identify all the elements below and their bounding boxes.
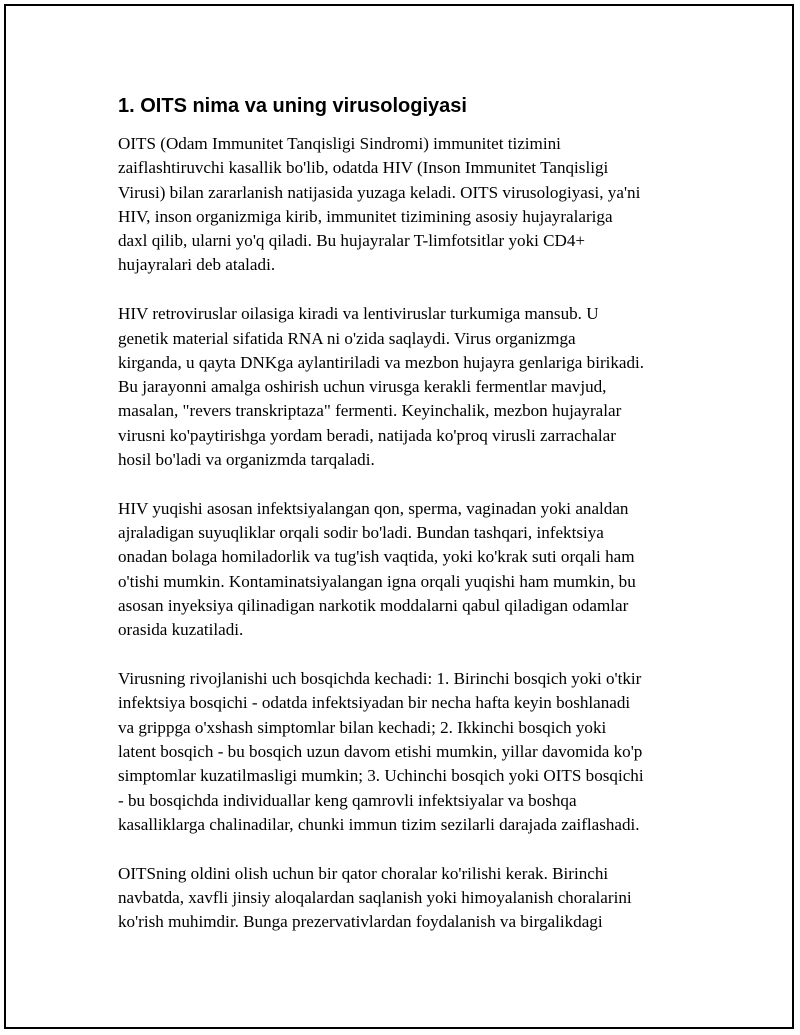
paragraph-transmission: HIV yuqishi asosan infektsiyalangan qon, sperma, vaginadan yoki analdan ajraladigan suyuqliklar orqali sodir bo'ladi. Bundan tashqari, infektsiya onadan bolaga homiladorlik va tug'ish vaqtida, yoki ko'krak suti orqali ham o'tishi mumkin. Kontaminatsiyalangan igna orqali yuqishi ham mumkin, bu asosan inyeksiya qilinadigan narkotik moddalarni qabul qiladigan odamlar orasida kuzatiladi.: [118, 498, 636, 640]
paragraph-oits-definition: OITS (Odam Immunitet Tanqisligi Sindromi) immunitet tizimini zaiflashtiruvchi kasallik bo'lib, odatda HIV (Inson Immunitet Tanqisligi Virusi) bilan zararlanish natijasida yuzaga keladi. OITS virusologiyasi, ya'ni HIV, inson organizmiga kirib, immunitet tizimining asosiy hujayralariga daxl qilib, ularni yo'q qiladi. Bu hujayralar T-limfotsitlar yoki CD4+ hujayralari deb ataladi.: [118, 134, 641, 275]
paragraph-stages: Virusning rivojlanishi uch bosqichda kechadi: 1. Birinchi bosqich yoki o'tkir infektsiya bosqichi - odatda infektsiyadan bir necha hafta keyin boshlanadi va grippga o'xshash simptomlar bilan kechadi; 2. Ikkinchi bosqich yoki latent bosqich - bu bosqich uzun davom etishi mumkin, yillar davomida ko'p simptomlar kuzatilmasligi mumkin; 3. Uchinchi bosqich yoki OITS bosqichi - bu bosqichda individuallar keng qamrovli infektsiyalar va boshqa kasalliklarga chalinadilar, chunki immun tizim sezilarli darajada zaiflashadi.: [118, 669, 644, 834]
document-body: [118, 92, 698, 959]
paragraph-prevention: OITSning oldini olish uchun bir qator choralar ko'rilishi kerak. Birinchi navbatda, xavfli jinsiy aloqalardan saqlanish yoki himoyalanish choralarini ko'rish muhimdir. Bunga prezervativlardan foydalanish va birgalikdagi: [118, 863, 632, 932]
paragraph-hiv-retrovirus: HIV retroviruslar oilasiga kiradi va lentiviruslar turkumiga mansub. U genetik material sifatida RNA ni o'zida saqlaydi. Virus organizmga kirganda, u qayta DNKga aylantiriladi va mezbon hujayra genlariga birikadi. Bu jarayonni amalga oshirish uchun virusga kerakli fermentlar mavjud, masalan, "revers transkriptaza" fermenti. Keyinchalik, mezbon hujayralar virusni ko'paytirishga yordam beradi, natijada ko'proq virusli zarrachalar hosil bo'ladi va organizmda tarqaladi.: [118, 304, 645, 470]
section-heading: 1. OITS nima va uning virusologiyasi: [118, 95, 467, 117]
